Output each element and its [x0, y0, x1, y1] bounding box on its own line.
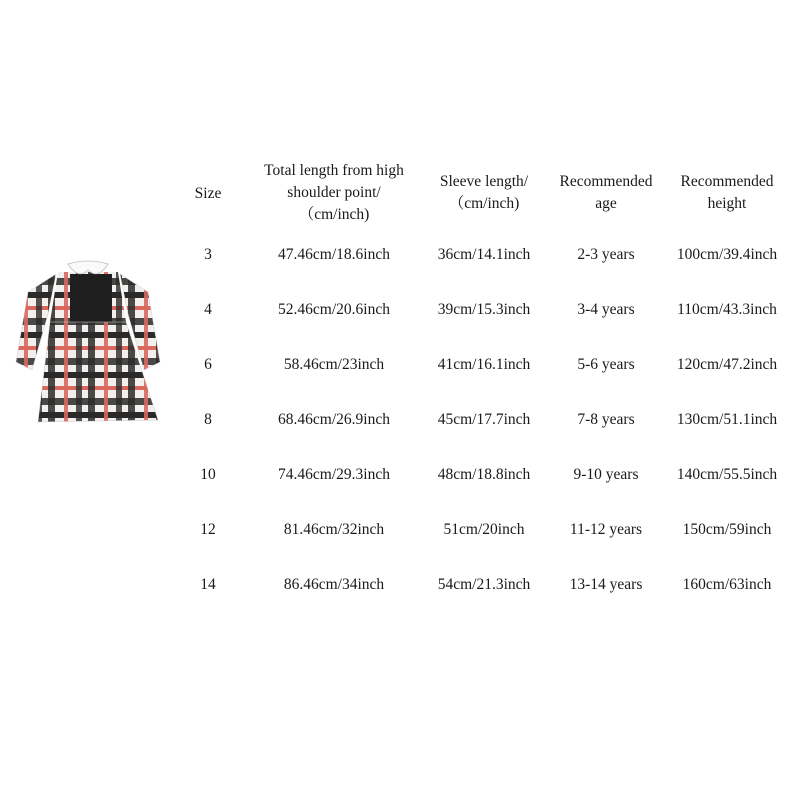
- header-recommended-height: [681, 171, 774, 215]
- cell-size: 14: [200, 576, 216, 593]
- cell-recommended-height: 100cm/39.4inch: [676, 246, 778, 263]
- cell-recommended-age: 13-14 years: [569, 576, 643, 593]
- cell-recommended-age: 2-3 years: [577, 246, 635, 263]
- header-sleeve-length: [440, 171, 528, 215]
- cell-recommended-age: 7-8 years: [577, 411, 635, 428]
- header-total-length-line: Total length from high: [264, 162, 404, 179]
- header-size-line: Size: [194, 185, 222, 202]
- cell-recommended-age: 3-4 years: [577, 301, 635, 318]
- header-recommended-height-line: height: [707, 195, 747, 212]
- cell-total-length: 52.46cm/20.6inch: [278, 301, 390, 318]
- cell-size: 12: [200, 521, 216, 538]
- header-sleeve-length-line: （cm/inch): [448, 195, 520, 212]
- cell-recommended-height: 150cm/59inch: [682, 521, 772, 538]
- cell-size: 3: [204, 246, 212, 263]
- cell-sleeve-length: 54cm/21.3inch: [437, 576, 531, 593]
- cell-recommended-height: 110cm/43.3inch: [677, 301, 777, 318]
- header-recommended-age: [560, 171, 653, 215]
- cell-recommended-age: 11-12 years: [569, 521, 643, 538]
- cell-recommended-height: 130cm/51.1inch: [676, 411, 778, 428]
- cell-size: 6: [204, 356, 212, 373]
- cell-total-length: 74.46cm/29.3inch: [278, 466, 390, 483]
- cell-total-length: 68.46cm/26.9inch: [278, 411, 390, 428]
- header-total-length: [264, 160, 404, 226]
- cell-sleeve-length: 51cm/20inch: [443, 521, 525, 538]
- cell-sleeve-length: 45cm/17.7inch: [437, 411, 531, 428]
- header-total-length-line: shoulder point/: [287, 184, 381, 201]
- cell-total-length: 47.46cm/18.6inch: [278, 246, 390, 263]
- cell-recommended-height: 160cm/63inch: [682, 576, 772, 593]
- cell-recommended-height: 140cm/55.5inch: [676, 466, 778, 483]
- cell-size: 10: [200, 466, 216, 483]
- cell-size: 8: [204, 411, 212, 428]
- header-sleeve-length-line: Sleeve length/: [439, 173, 529, 190]
- cell-sleeve-length: 48cm/18.8inch: [437, 466, 531, 483]
- cell-recommended-age: 5-6 years: [577, 356, 635, 373]
- header-recommended-age-line: Recommended: [559, 173, 653, 190]
- header-recommended-age-line: age: [595, 195, 617, 212]
- cell-sleeve-length: 39cm/15.3inch: [437, 301, 531, 318]
- cell-recommended-age: 9-10 years: [573, 466, 639, 483]
- cell-recommended-height: 120cm/47.2inch: [676, 356, 778, 373]
- header-recommended-height-line: Recommended: [680, 173, 774, 190]
- cell-total-length: 86.46cm/34inch: [283, 576, 385, 593]
- cell-sleeve-length: 36cm/14.1inch: [437, 246, 531, 263]
- cell-size: 4: [204, 301, 212, 318]
- header-size: [195, 183, 222, 205]
- cell-sleeve-length: 41cm/16.1inch: [437, 356, 531, 373]
- header-total-length-line: （cm/inch): [298, 206, 370, 223]
- cell-total-length: 81.46cm/32inch: [283, 521, 385, 538]
- cell-total-length: 58.46cm/23inch: [283, 356, 385, 373]
